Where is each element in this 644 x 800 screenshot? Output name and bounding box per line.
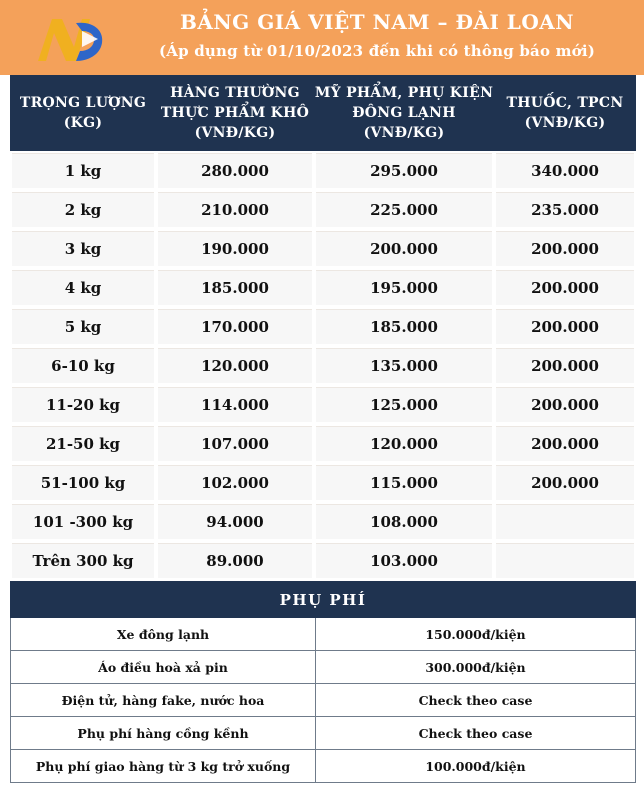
medicine-price-cell: 235.000 xyxy=(496,192,634,227)
medicine-price-cell: 200.000 xyxy=(496,465,634,500)
cosmetics-price-cell: 225.000 xyxy=(316,192,492,227)
weight-cell: 6-10 kg xyxy=(12,348,154,383)
regular-price-cell: 120.000 xyxy=(158,348,312,383)
surcharge-section-title: PHỤ PHÍ xyxy=(10,581,636,618)
surcharge-price: Check theo case xyxy=(316,717,636,750)
medicine-price-cell: 200.000 xyxy=(496,231,634,266)
cosmetics-price-cell: 125.000 xyxy=(316,387,492,422)
cosmetics-price-cell: 195.000 xyxy=(316,270,492,305)
page-header xyxy=(0,0,644,75)
regular-price-cell: 89.000 xyxy=(158,543,312,578)
cosmetics-price-cell: 185.000 xyxy=(316,309,492,344)
column-header-regular-goods: HÀNG THƯỜNG THỰC PHẨM KHÔ (VNĐ/KG) xyxy=(156,75,314,151)
regular-price-cell: 190.000 xyxy=(158,231,312,266)
weight-cell: 11-20 kg xyxy=(12,387,154,422)
page-title: BẢNG GIÁ VIỆT NAM – ĐÀI LOAN xyxy=(179,10,575,34)
company-logo-icon xyxy=(36,13,106,65)
column-header-weight: TRỌNG LƯỢNG (KG) xyxy=(10,75,156,151)
surcharge-price: Check theo case xyxy=(316,684,636,717)
regular-price-cell: 210.000 xyxy=(158,192,312,227)
weight-cell: 1 kg xyxy=(12,153,154,188)
regular-price-cell: 170.000 xyxy=(158,309,312,344)
cosmetics-price-cell: 108.000 xyxy=(316,504,492,539)
medicine-price-cell: 200.000 xyxy=(496,270,634,305)
medicine-price-cell: 200.000 xyxy=(496,426,634,461)
weight-cell: 21-50 kg xyxy=(12,426,154,461)
medicine-price-cell xyxy=(496,543,634,578)
surcharge-name: Điện tử, hàng fake, nước hoa xyxy=(10,684,316,717)
surcharge-name: Xe đông lạnh xyxy=(10,618,316,651)
cosmetics-price-cell: 200.000 xyxy=(316,231,492,266)
regular-price-cell: 94.000 xyxy=(158,504,312,539)
medicine-price-cell: 200.000 xyxy=(496,309,634,344)
surcharge-price: 300.000đ/kiện xyxy=(316,651,636,684)
regular-price-cell: 114.000 xyxy=(158,387,312,422)
medicine-price-cell: 200.000 xyxy=(496,387,634,422)
weight-cell: 3 kg xyxy=(12,231,154,266)
weight-cell: 101 -300 kg xyxy=(12,504,154,539)
column-header-medicine: THUỐC, TPCN (VNĐ/KG) xyxy=(494,75,636,151)
column-header-cosmetics: MỸ PHẨM, PHỤ KIỆN ĐÔNG LẠNH (VNĐ/KG) xyxy=(314,75,494,151)
surcharge-name: Phụ phí hàng cồng kềnh xyxy=(10,717,316,750)
regular-price-cell: 107.000 xyxy=(158,426,312,461)
surcharge-price: 150.000đ/kiện xyxy=(316,618,636,651)
weight-cell: Trên 300 kg xyxy=(12,543,154,578)
surcharge-name: Phụ phí giao hàng từ 3 kg trở xuống xyxy=(10,750,316,783)
cosmetics-price-cell: 115.000 xyxy=(316,465,492,500)
regular-price-cell: 102.000 xyxy=(158,465,312,500)
medicine-price-cell: 340.000 xyxy=(496,153,634,188)
surcharge-price: 100.000đ/kiện xyxy=(316,750,636,783)
cosmetics-price-cell: 103.000 xyxy=(316,543,492,578)
medicine-price-cell: 200.000 xyxy=(496,348,634,383)
regular-price-cell: 280.000 xyxy=(158,153,312,188)
cosmetics-price-cell: 120.000 xyxy=(316,426,492,461)
weight-cell: 2 kg xyxy=(12,192,154,227)
weight-cell: 4 kg xyxy=(12,270,154,305)
surcharge-name: Áo điều hoà xả pin xyxy=(10,651,316,684)
regular-price-cell: 185.000 xyxy=(158,270,312,305)
weight-cell: 5 kg xyxy=(12,309,154,344)
cosmetics-price-cell: 295.000 xyxy=(316,153,492,188)
page-subtitle: (Áp dụng từ 01/10/2023 đến khi có thông báo mới) xyxy=(158,42,596,60)
weight-cell: 51-100 kg xyxy=(12,465,154,500)
medicine-price-cell xyxy=(496,504,634,539)
cosmetics-price-cell: 135.000 xyxy=(316,348,492,383)
